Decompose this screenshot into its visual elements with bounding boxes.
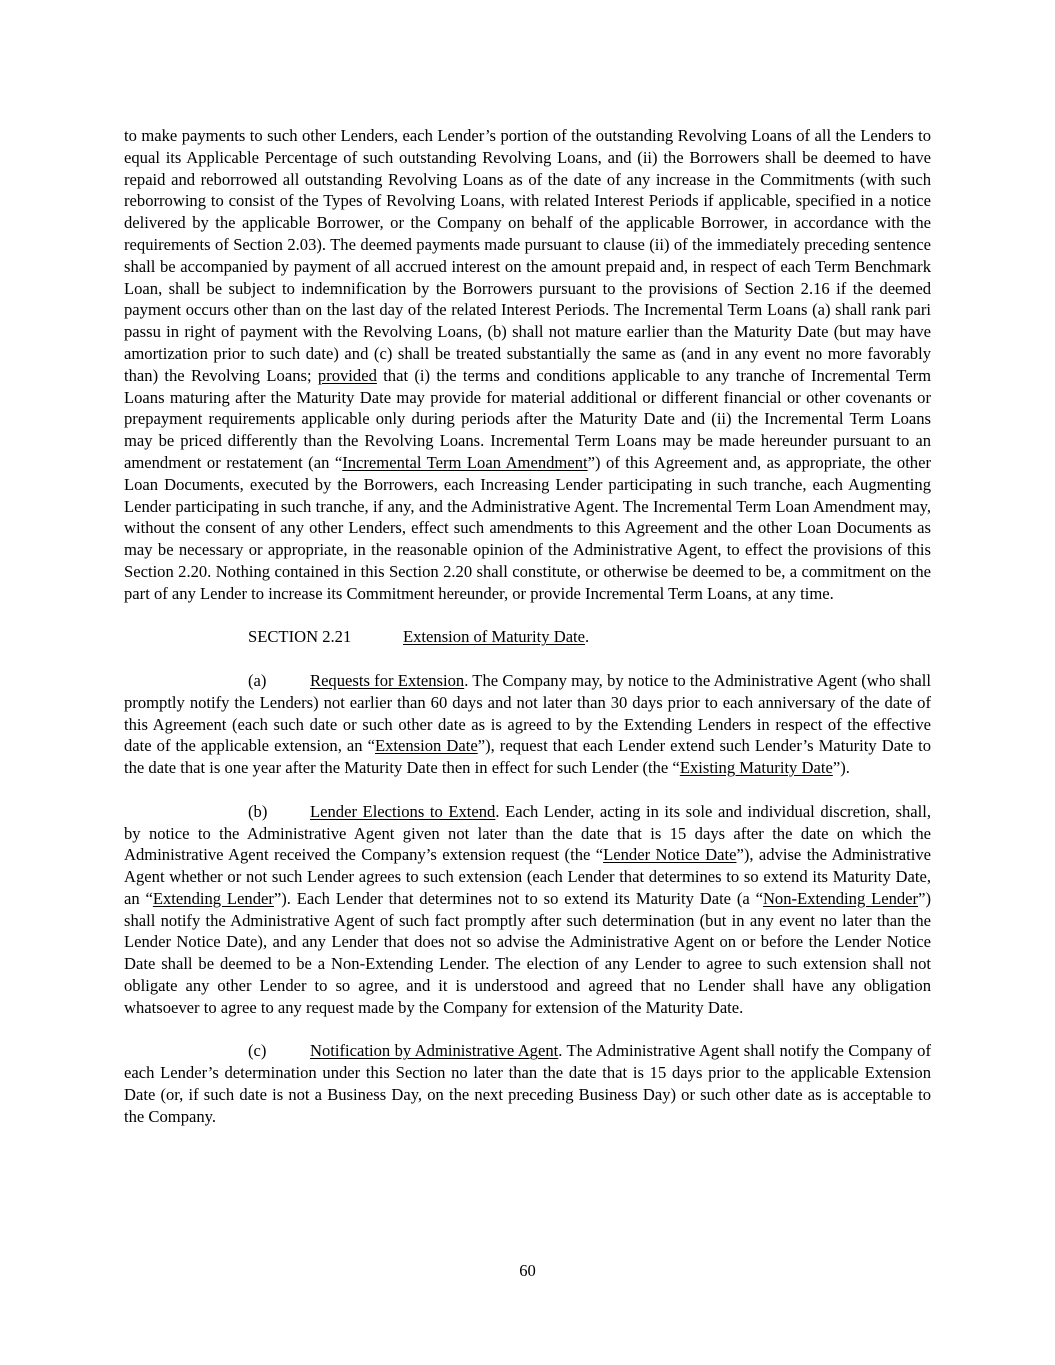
text-run: to make payments to such other Lenders, each Lender’s portion of the outstanding Revolving Loans of all the Lenders to equal its Applicable Percentage of such outstanding Revolving Loans, and (ii) the Borrowers shall be deemed to have repaid and reborrowed all outstanding Revolving Loans as of the date of any increase in the Commitments (with such reborrowing to consist of the Types of Revolving Loans, with related Interest Periods if applicable, specified in a notice delivered by the applicable Borrower, or the Company on behalf of the applicable Borrower, in accordance with the requirements of Section 2.03). The deemed payments made pursuant to clause (ii) of the immediately preceding sentence shall be accompanied by payment of all accrued interest on the amount prepaid and, in respect of each Term Benchmark Loan, shall be subject to indemnification by the Borrowers pursuant to the provisions of Section 2.16 if the deemed payment occurs other than on the last day of the related Interest Periods. The Incremental Term Loans (a) shall rank pari passu in right of payment with the Revolving Loans, (b) shall not mature earlier than the Maturity Date (but may have amortization prior to such date) and (c) shall be treated substantially the same as (and in any event no more favorably than) the Revolving Loans; [124,126,931,385]
paragraph-gap [124,648,931,670]
text-run: . Each Lender, acting in its sole and individual discretion, shall, by notice to the Administrative Agent given not later than the date that is 15 days after the date on which the Administrative Agent received the Company’s extension request (the “ [124,801,932,865]
defined-term-non-extending-lender: Non-Extending Lender [762,888,919,908]
paragraph-gap [124,779,931,801]
section-title-period: . [585,627,590,647]
text-run: ”). Each Lender that determines not to so extend its Maturity Date (a “ [273,888,763,908]
text-run: that (i) the terms and conditions applicable to any tranche of Incremental Term Loans maturing after the Maturity Date may provide for material additional or different financial or other covenants or prepayment requirements applicable only during periods after the Maturity Date and (ii) the Incremental Term Loans may be priced differently than the Revolving Loans. Incremental Term Loans may be made hereunder pursuant to an amendment or restatement (an “ [124,365,931,472]
section-title: Extension of Maturity Date [403,627,586,647]
defined-term-existing-maturity-date: Existing Maturity Date [679,758,833,778]
text-run: . The Administrative Agent shall notify the Company of each Lender’s determination under this Section no later than the date that is 15 days prior to the applicable Extension Date (or, if such date is not a Business Day, on the next preceding Business Day) or such other date as is acceptable to the Company. [124,1041,932,1126]
subsection-title: Requests for Extension [310,670,465,690]
section-heading [124,626,931,648]
paragraph-gap [124,605,931,627]
section-number: SECTION 2.21 [248,627,352,647]
subsection-c [124,1040,931,1127]
continuation-paragraph [124,125,931,605]
subsection-label: (c) [248,1041,267,1061]
subsection-label: (b) [248,801,268,821]
document-page [124,125,931,1128]
text-run: ”) shall notify the Administrative Agent of such fact promptly after such determination (but in any event no later than the Lender Notice Date), and any Lender that does not so advise the Administrative Agent on or before the Lender Notice Date shall be deemed to be a Non-Extending Lender. The election of any Lender to agree to such extension shall not obligate any other Lender to so agree, and it is understood and agreed that no Lender shall have any obligation whatsoever to agree to any request made by the Company for extension of the Maturity Date. [124,888,931,1017]
text-run: ”). [832,758,850,778]
text-run: ”), advise the Administrative Agent whether or not such Lender agrees to such extension (each Lender that determines to so extend its Maturity Date, an “ [124,845,932,908]
defined-term-provided: provided [317,365,377,385]
subsection-label: (a) [248,670,267,690]
defined-term-incremental-term-loan-amendment: Incremental Term Loan Amendment [342,452,588,472]
page-number: 60 [519,1261,536,1280]
text-run: ”), request that each Lender extend such Lender’s Maturity Date to the date that is one year after the Maturity Date then in effect for such Lender (the “ [124,736,932,778]
defined-term-extension-date: Extension Date [374,736,478,756]
subsection-a [124,670,931,779]
subsection-title: Lender Elections to Extend [310,801,496,821]
subsection-b [124,801,931,1019]
defined-term-lender-notice-date: Lender Notice Date [603,845,737,865]
paragraph-gap [124,1019,931,1041]
text-run: ”) of this Agreement and, as appropriate, the other Loan Documents, executed by the Borrowers, each Increasing Lender participating in such tranche, each Augmenting Lender participating in such tranche, if any, and the Administrative Agent. The Incremental Term Loan Amendment may, without the consent of any other Lenders, effect such amendments to this Agreement and the other Loan Documents as may be necessary or appropriate, in the reasonable opinion of the Administrative Agent, to effect the provisions of this Section 2.20. Nothing contained in this Section 2.20 shall constitute, or otherwise be deemed to be, a commitment on the part of any Lender to increase its Commitment hereunder, or provide Incremental Term Loans, at any time. [124,452,931,603]
defined-term-extending-lender: Extending Lender [152,888,274,908]
text-run: . The Company may, by notice to the Administrative Agent (who shall promptly notify the Lenders) not earlier than 60 days and not later than 30 days prior to each anniversary of the date of this Agreement (each such date or such other date as is agreed to by the Extending Lenders in respect of the effective date of the applicable extension, an “ [124,670,931,756]
subsection-title: Notification by Administrative Agent [310,1041,559,1061]
